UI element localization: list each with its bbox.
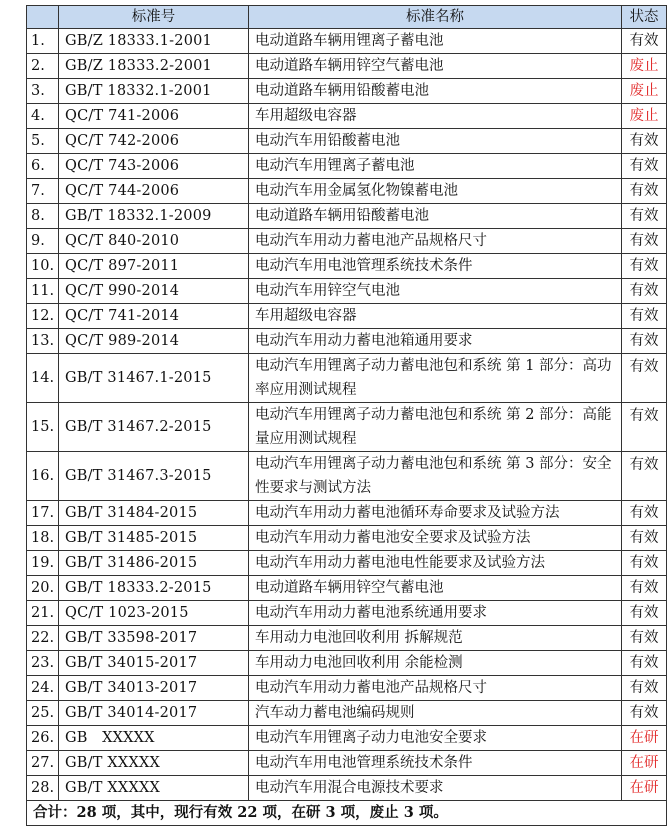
table-row — [27, 254, 667, 279]
standard-name: 电动道路车辆用锌空气蓄电池 — [249, 576, 622, 601]
standard-code: QC/T 990-2014 — [59, 279, 249, 304]
standard-status: 废止 — [622, 79, 667, 104]
standard-code: GB/T XXXXX — [59, 776, 249, 801]
row-number: 17. — [27, 501, 59, 526]
table-row — [27, 29, 667, 54]
standard-name: 电动汽车用电池管理系统技术条件 — [249, 254, 622, 279]
summary-text: 合计：28 项，其中，现行有效 22 项，在研 3 项，废止 3 项。 — [27, 801, 667, 826]
standard-status: 有效 — [622, 304, 667, 329]
standard-name: 车用超级电容器 — [249, 104, 622, 129]
standard-code: GB/T 34013-2017 — [59, 676, 249, 701]
header-name: 标准名称 — [249, 6, 622, 29]
row-number: 13. — [27, 329, 59, 354]
standard-status: 有效 — [622, 452, 667, 501]
standard-code: GB/T 31467.3-2015 — [59, 452, 249, 501]
standard-code: GB/Z 18333.1-2001 — [59, 29, 249, 54]
table-row — [27, 701, 667, 726]
standard-name: 电动道路车辆用铅酸蓄电池 — [249, 204, 622, 229]
standard-code: GB/T 34015-2017 — [59, 651, 249, 676]
table-row — [27, 601, 667, 626]
standard-status: 有效 — [622, 129, 667, 154]
row-number: 9. — [27, 229, 59, 254]
standard-code: GB/T 31486-2015 — [59, 551, 249, 576]
standard-name: 电动汽车用动力蓄电池系统通用要求 — [249, 601, 622, 626]
row-number: 22. — [27, 626, 59, 651]
row-number: 26. — [27, 726, 59, 751]
table-row — [27, 751, 667, 776]
row-number: 8. — [27, 204, 59, 229]
table-row — [27, 204, 667, 229]
standard-name: 电动汽车用动力蓄电池产品规格尺寸 — [249, 229, 622, 254]
standards-table — [26, 5, 667, 826]
table-row — [27, 776, 667, 801]
standard-name: 车用动力电池回收利用 拆解规范 — [249, 626, 622, 651]
standard-status: 有效 — [622, 551, 667, 576]
standard-name: 电动道路车辆用锌空气蓄电池 — [249, 54, 622, 79]
standard-name: 电动道路车辆用锂离子蓄电池 — [249, 29, 622, 54]
standard-code: QC/T 989-2014 — [59, 329, 249, 354]
standard-status: 有效 — [622, 626, 667, 651]
standard-code: GB/T 18332.1-2001 — [59, 79, 249, 104]
table-row — [27, 304, 667, 329]
standard-name: 电动汽车用动力蓄电池安全要求及试验方法 — [249, 526, 622, 551]
row-number: 2. — [27, 54, 59, 79]
header-code: 标准号 — [59, 6, 249, 29]
table-row — [27, 154, 667, 179]
standard-code: GB/T 31485-2015 — [59, 526, 249, 551]
standard-code: QC/T 897-2011 — [59, 254, 249, 279]
row-number: 7. — [27, 179, 59, 204]
standard-code: QC/T 744-2006 — [59, 179, 249, 204]
row-number: 23. — [27, 651, 59, 676]
standard-status: 有效 — [622, 29, 667, 54]
standard-code: GB/Z 18333.2-2001 — [59, 54, 249, 79]
table-row — [27, 403, 667, 452]
row-number: 24. — [27, 676, 59, 701]
standard-status: 在研 — [622, 751, 667, 776]
standard-status: 有效 — [622, 576, 667, 601]
row-number: 21. — [27, 601, 59, 626]
standard-status: 有效 — [622, 354, 667, 403]
standard-status: 有效 — [622, 154, 667, 179]
standard-status: 有效 — [622, 501, 667, 526]
standard-status: 在研 — [622, 726, 667, 751]
table-row — [27, 129, 667, 154]
standard-status: 有效 — [622, 651, 667, 676]
standard-status: 有效 — [622, 601, 667, 626]
row-number: 27. — [27, 751, 59, 776]
standard-name: 电动汽车用锂离子动力蓄电池包和系统 第 1 部分：高功率应用测试规程 — [249, 354, 622, 403]
table-row — [27, 551, 667, 576]
standard-status: 有效 — [622, 676, 667, 701]
row-number: 25. — [27, 701, 59, 726]
header-no — [27, 6, 59, 29]
standard-status: 在研 — [622, 776, 667, 801]
standard-status: 废止 — [622, 54, 667, 79]
standard-code: QC/T 840-2010 — [59, 229, 249, 254]
row-number: 3. — [27, 79, 59, 104]
standard-name: 电动汽车用锂离子蓄电池 — [249, 154, 622, 179]
standard-name: 电动汽车用锂离子动力蓄电池包和系统 第 3 部分：安全性要求与测试方法 — [249, 452, 622, 501]
standard-code: GB/T 31484-2015 — [59, 501, 249, 526]
standard-status: 有效 — [622, 254, 667, 279]
standard-status: 有效 — [622, 279, 667, 304]
row-number: 1. — [27, 29, 59, 54]
table-row — [27, 452, 667, 501]
row-number: 20. — [27, 576, 59, 601]
table-row — [27, 676, 667, 701]
standard-code: QC/T 743-2006 — [59, 154, 249, 179]
standard-code: GB XXXXX — [59, 726, 249, 751]
header-status: 状态 — [622, 6, 667, 29]
standard-code: GB/T 34014-2017 — [59, 701, 249, 726]
summary-row — [27, 801, 667, 826]
standard-name: 电动汽车用混合电源技术要求 — [249, 776, 622, 801]
standard-status: 有效 — [622, 204, 667, 229]
table-row — [27, 54, 667, 79]
row-number: 16. — [27, 452, 59, 501]
standard-name: 车用动力电池回收利用 余能检测 — [249, 651, 622, 676]
row-number: 19. — [27, 551, 59, 576]
standard-name: 电动汽车用金属氢化物镍蓄电池 — [249, 179, 622, 204]
row-number: 4. — [27, 104, 59, 129]
standard-status: 有效 — [622, 329, 667, 354]
row-number: 15. — [27, 403, 59, 452]
standard-name: 电动汽车用动力蓄电池产品规格尺寸 — [249, 676, 622, 701]
standard-status: 有效 — [622, 701, 667, 726]
standard-name: 车用超级电容器 — [249, 304, 622, 329]
table-row — [27, 229, 667, 254]
standard-status: 废止 — [622, 104, 667, 129]
row-number: 11. — [27, 279, 59, 304]
standard-code: GB/T 31467.2-2015 — [59, 403, 249, 452]
table-row — [27, 576, 667, 601]
table-row — [27, 79, 667, 104]
standard-status: 有效 — [622, 179, 667, 204]
standard-name: 电动汽车用动力蓄电池循环寿命要求及试验方法 — [249, 501, 622, 526]
table-row — [27, 501, 667, 526]
table-row — [27, 104, 667, 129]
standard-code: GB/T 31467.1-2015 — [59, 354, 249, 403]
standard-name: 汽车动力蓄电池编码规则 — [249, 701, 622, 726]
table-row — [27, 354, 667, 403]
standard-code: QC/T 741-2006 — [59, 104, 249, 129]
row-number: 10. — [27, 254, 59, 279]
table-row — [27, 279, 667, 304]
table-row — [27, 626, 667, 651]
table-row — [27, 526, 667, 551]
standard-code: QC/T 741-2014 — [59, 304, 249, 329]
standard-name: 电动汽车用锂离子动力蓄电池包和系统 第 2 部分：高能量应用测试规程 — [249, 403, 622, 452]
table-row — [27, 726, 667, 751]
table-row — [27, 179, 667, 204]
row-number: 14. — [27, 354, 59, 403]
standard-status: 有效 — [622, 526, 667, 551]
standard-name: 电动道路车辆用铅酸蓄电池 — [249, 79, 622, 104]
standard-code: QC/T 742-2006 — [59, 129, 249, 154]
row-number: 6. — [27, 154, 59, 179]
standard-code: GB/T 18332.1-2009 — [59, 204, 249, 229]
standard-name: 电动汽车用铅酸蓄电池 — [249, 129, 622, 154]
table-row — [27, 329, 667, 354]
standard-status: 有效 — [622, 403, 667, 452]
standards-table-container — [26, 5, 659, 826]
standard-name: 电动汽车用电池管理系统技术条件 — [249, 751, 622, 776]
standard-name: 电动汽车用锌空气电池 — [249, 279, 622, 304]
row-number: 18. — [27, 526, 59, 551]
standard-name: 电动汽车用动力蓄电池箱通用要求 — [249, 329, 622, 354]
standard-code: GB/T XXXXX — [59, 751, 249, 776]
row-number: 12. — [27, 304, 59, 329]
standard-name: 电动汽车用锂离子动力电池安全要求 — [249, 726, 622, 751]
row-number: 5. — [27, 129, 59, 154]
table-row — [27, 651, 667, 676]
table-header-row — [27, 6, 667, 29]
standard-code: GB/T 33598-2017 — [59, 626, 249, 651]
table-body — [27, 29, 667, 801]
standard-code: GB/T 18333.2-2015 — [59, 576, 249, 601]
standard-name: 电动汽车用动力蓄电池电性能要求及试验方法 — [249, 551, 622, 576]
standard-code: QC/T 1023-2015 — [59, 601, 249, 626]
row-number: 28. — [27, 776, 59, 801]
standard-status: 有效 — [622, 229, 667, 254]
